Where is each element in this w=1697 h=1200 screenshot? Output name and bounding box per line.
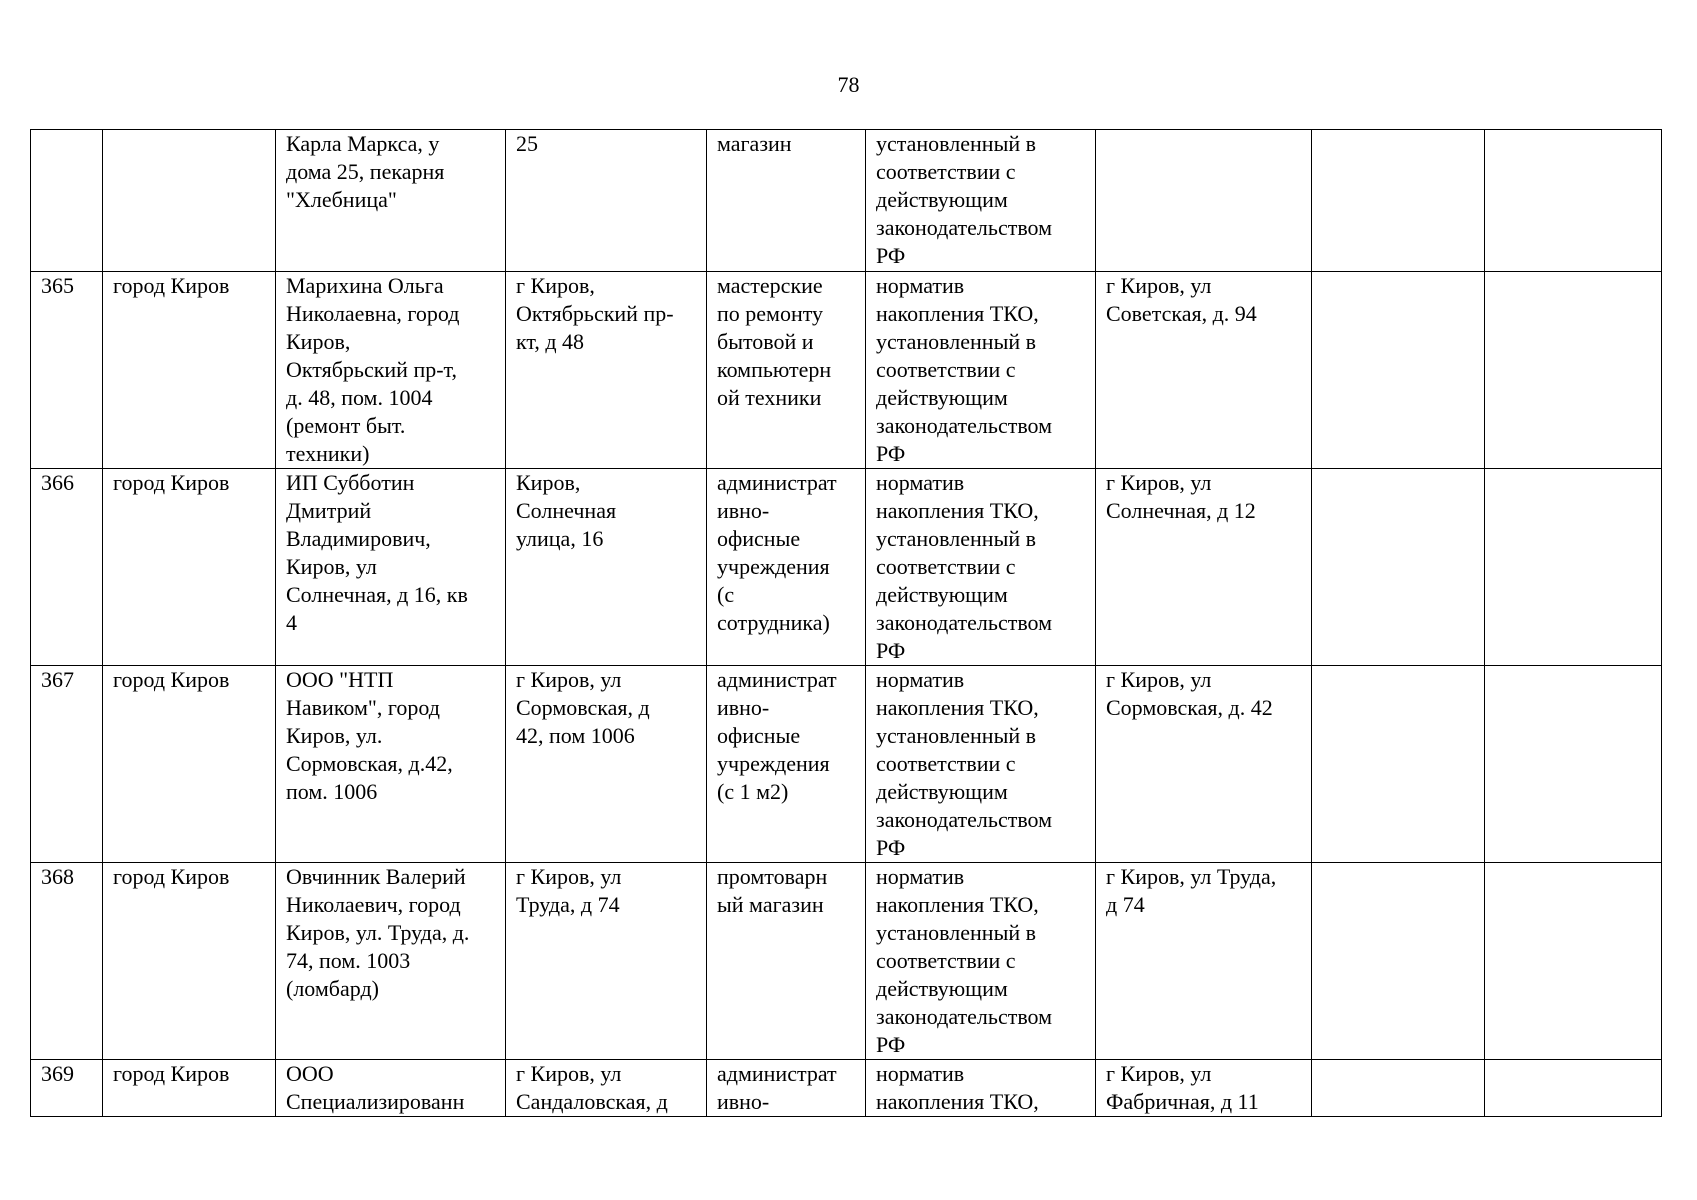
table-row [31, 130, 1662, 272]
cell-number: 368 [31, 863, 103, 1060]
cell-extra-2 [1485, 272, 1662, 469]
cell-site [1096, 130, 1312, 272]
cell-municipality [103, 130, 276, 272]
cell-norm: установленный в соответствии с действующим законодательством РФ [866, 130, 1096, 272]
cell-site: г Киров, ул Труда, д 74 [1096, 863, 1312, 1060]
cell-municipality: город Киров [103, 666, 276, 863]
cell-address: г Киров, ул Сандаловская, д [506, 1060, 707, 1117]
cell-owner: Марихина Ольга Николаевна, город Киров, Октябрьский пр-т, д. 48, пом. 1004 (ремонт быт. техники) [276, 272, 506, 469]
cell-category: администрат ивно- офисные учреждения (с сотрудника) [707, 469, 866, 666]
table-row [31, 272, 1662, 469]
cell-address: Киров, Солнечная улица, 16 [506, 469, 707, 666]
cell-extra-2 [1485, 666, 1662, 863]
cell-number: 367 [31, 666, 103, 863]
cell-norm: норматив накопления ТКО, установленный в соответствии с действующим законодательством РФ [866, 272, 1096, 469]
cell-norm: норматив накопления ТКО, установленный в соответствии с действующим законодательством РФ [866, 666, 1096, 863]
cell-number: 369 [31, 1060, 103, 1117]
cell-address: г Киров, Октябрьский пр- кт, д 48 [506, 272, 707, 469]
page-number: 78 [837, 72, 860, 97]
cell-extra-1 [1312, 1060, 1485, 1117]
cell-owner: ООО Специализированн [276, 1060, 506, 1117]
registry-table [30, 129, 1662, 1117]
cell-owner: ИП Субботин Дмитрий Владимирович, Киров, ул Солнечная, д 16, кв 4 [276, 469, 506, 666]
cell-number [31, 130, 103, 272]
cell-norm: норматив накопления ТКО, установленный в соответствии с действующим законодательством РФ [866, 469, 1096, 666]
cell-category: мастерские по ремонту бытовой и компьютерн ой техники [707, 272, 866, 469]
cell-site: г Киров, ул Сормовская, д. 42 [1096, 666, 1312, 863]
table-row [31, 469, 1662, 666]
cell-owner: ООО "НТП Навиком", город Киров, ул. Сормовская, д.42, пом. 1006 [276, 666, 506, 863]
cell-norm: норматив накопления ТКО, [866, 1060, 1096, 1117]
cell-extra-2 [1485, 863, 1662, 1060]
cell-category: администрат ивно- [707, 1060, 866, 1117]
cell-site: г Киров, ул Солнечная, д 12 [1096, 469, 1312, 666]
cell-extra-1 [1312, 272, 1485, 469]
cell-municipality: город Киров [103, 1060, 276, 1117]
cell-norm: норматив накопления ТКО, установленный в соответствии с действующим законодательством РФ [866, 863, 1096, 1060]
cell-municipality: город Киров [103, 469, 276, 666]
cell-extra-2 [1485, 1060, 1662, 1117]
cell-address: г Киров, ул Труда, д 74 [506, 863, 707, 1060]
cell-extra-1 [1312, 666, 1485, 863]
cell-site: г Киров, ул Фабричная, д 11 [1096, 1060, 1312, 1117]
cell-category: магазин [707, 130, 866, 272]
table-row [31, 666, 1662, 863]
table-body [31, 130, 1662, 1117]
cell-number: 365 [31, 272, 103, 469]
cell-extra-2 [1485, 469, 1662, 666]
table-row [31, 1060, 1662, 1117]
cell-site: г Киров, ул Советская, д. 94 [1096, 272, 1312, 469]
cell-municipality: город Киров [103, 863, 276, 1060]
cell-owner: Карла Маркса, у дома 25, пекарня "Хлебница" [276, 130, 506, 272]
cell-category: промтоварн ый магазин [707, 863, 866, 1060]
cell-extra-1 [1312, 863, 1485, 1060]
cell-municipality: город Киров [103, 272, 276, 469]
cell-address: г Киров, ул Сормовская, д 42, пом 1006 [506, 666, 707, 863]
cell-owner: Овчинник Валерий Николаевич, город Киров, ул. Труда, д. 74, пом. 1003 (ломбард) [276, 863, 506, 1060]
cell-extra-1 [1312, 130, 1485, 272]
cell-extra-2 [1485, 130, 1662, 272]
cell-extra-1 [1312, 469, 1485, 666]
table-row [31, 863, 1662, 1060]
cell-number: 366 [31, 469, 103, 666]
cell-address: 25 [506, 130, 707, 272]
cell-category: администрат ивно- офисные учреждения (с 1 м2) [707, 666, 866, 863]
